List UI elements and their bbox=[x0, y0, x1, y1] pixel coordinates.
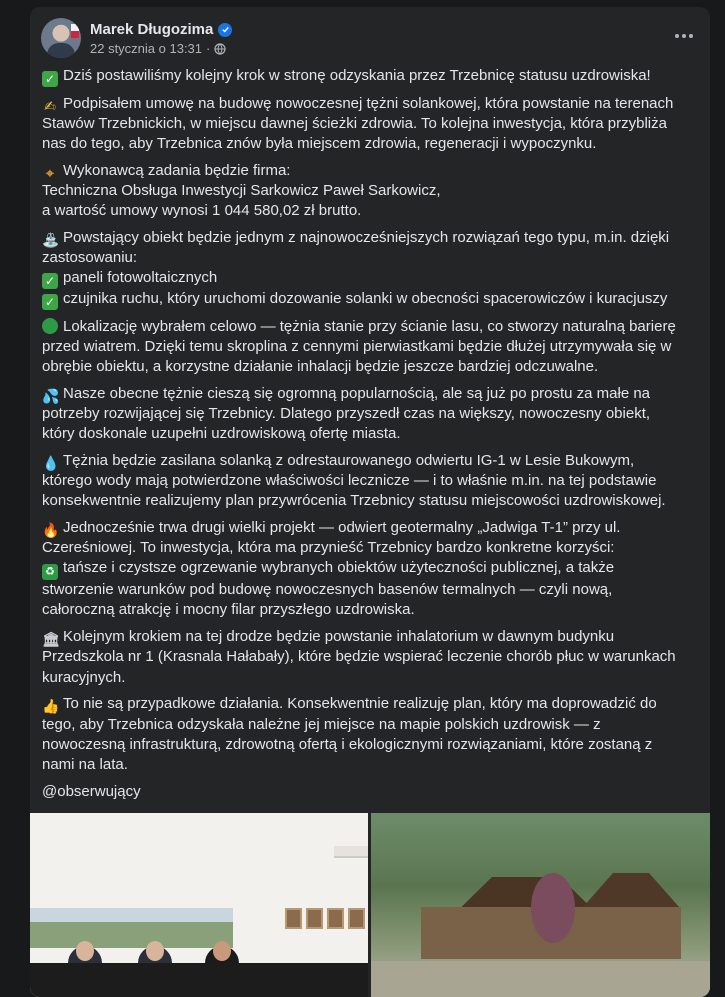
text-line-content: Powstający obiekt będzie jednym z najnowocześniejszych rozwiązań tego typu, m.in. dzięki bbox=[63, 228, 670, 246]
text-line bbox=[42, 538, 702, 558]
check-mark-icon: ✓ bbox=[42, 71, 58, 87]
wall-panorama bbox=[30, 908, 233, 948]
thumbs-up-icon: 👍 bbox=[42, 698, 60, 715]
text-line bbox=[42, 627, 702, 647]
verified-badge-icon bbox=[218, 23, 232, 37]
author-name[interactable] bbox=[90, 21, 232, 38]
text-line-content: Czereśniowej. To inwestycja, która ma przynieść Trzebnicy bardzo konkretne korzyści: bbox=[42, 539, 615, 557]
post-paragraph bbox=[42, 94, 702, 154]
text-line bbox=[42, 668, 702, 688]
signing-table bbox=[30, 963, 368, 997]
droplet-icon: 💧 bbox=[42, 455, 60, 472]
avatar[interactable] bbox=[41, 18, 81, 58]
text-line-content: potrzeby rozwijającej się Trzebnicy. Dlatego przyszedł czas na większy, nowoczesny obiekt, bbox=[42, 405, 651, 423]
text-line-content: a wartość umowy wynosi 1 044 580,02 zł brutto. bbox=[42, 202, 362, 220]
check-mark-icon: ✓ bbox=[42, 273, 58, 289]
text-line bbox=[42, 580, 702, 600]
tower-roof bbox=[571, 873, 691, 907]
text-line-content: Stawów Trzebnickich, w miejscu dawnej ścieżki zdrowia. To kolejna inwestycja, która przybliża bbox=[42, 114, 667, 132]
text-line-content: Lokalizację wybrałem celowo — tężnia stanie przy ścianie lasu, co stworzy naturalną barierę bbox=[63, 317, 676, 335]
text-line bbox=[42, 94, 702, 114]
text-line-content: To nie są przypadkowe działania. Konsekwentnie realizuję plan, który ma doprowadzić do bbox=[63, 695, 657, 713]
text-line-content: tego, aby Trzebnica odzyskała należne jej miejsce na mapie polskich uzdrowisk — z bbox=[42, 715, 601, 733]
text-line bbox=[42, 181, 702, 201]
avatar-figure bbox=[47, 43, 75, 58]
post-paragraph bbox=[42, 627, 702, 687]
text-line-content: Techniczna Obsługa Inwestycji Sarkowicz Paweł Sarkowicz, bbox=[42, 181, 441, 199]
text-line bbox=[42, 755, 702, 775]
text-line-content: paneli fotowoltaicznych bbox=[63, 269, 218, 287]
post-text bbox=[42, 66, 702, 808]
text-line-content: którego wody mają potwierdzone właściwości lecznicze — i to właśnie m.in. na tej podstawie bbox=[42, 472, 657, 490]
text-line bbox=[42, 491, 702, 511]
air-conditioner bbox=[334, 846, 368, 858]
text-line-content: nas do tego, aby Trzebnica znów była miejscem zdrowia, regeneracji i wypoczynku. bbox=[42, 134, 597, 152]
globe-icon[interactable] bbox=[214, 43, 226, 55]
text-line-content: Kolejnym krokiem na tej drodze będzie powstanie inhalatorium w dawnym budynku bbox=[63, 628, 615, 646]
more-dot-icon bbox=[682, 34, 686, 38]
more-options-button[interactable] bbox=[670, 24, 698, 48]
text-line-content: obrębie obiektu, a korzystne działanie inhalacji będzie jeszcze bardziej odczuwalne. bbox=[42, 358, 599, 376]
text-line bbox=[42, 451, 702, 471]
mention-followers[interactable]: @obserwujący bbox=[42, 782, 141, 800]
fountain-icon: ⛲ bbox=[42, 231, 60, 248]
text-line bbox=[42, 289, 702, 310]
post-timestamp[interactable]: 22 stycznia o 13:31 bbox=[90, 41, 203, 56]
text-line-content: Jednocześnie trwa drugi wielki projekt — odwiert geotermalny „Jadwiga T-1” przy ul. bbox=[63, 519, 621, 537]
sweat-droplets-icon: 💦 bbox=[42, 388, 60, 405]
text-line-content: całoroczną atrakcję i mocny filar przyszłego uzdrowiska. bbox=[42, 601, 415, 619]
text-line bbox=[42, 600, 702, 620]
photo-contract-signing[interactable] bbox=[30, 813, 368, 997]
text-line-content: czujnika ruchu, który uruchomi dozowanie solanki w obecności spacerowiczów i kuracjuszy bbox=[63, 290, 668, 308]
text-line bbox=[42, 114, 702, 134]
post-paragraph bbox=[42, 384, 702, 444]
post-paragraph bbox=[42, 317, 702, 377]
text-line bbox=[42, 735, 702, 755]
author-name-text[interactable]: Marek Długozima bbox=[90, 21, 214, 38]
text-line bbox=[42, 471, 702, 491]
fire-icon: 🔥 bbox=[42, 522, 60, 539]
text-line bbox=[42, 134, 702, 154]
text-line-content: tańsze i czystsze ogrzewanie wybranych obiektów użyteczności publicznej, a także bbox=[63, 559, 615, 577]
text-line bbox=[42, 248, 702, 268]
text-line bbox=[42, 647, 702, 667]
text-line-content: konsekwentnie realizujemy plan przywrócenia Trzebnicy statusu miejscowości uzdrowiskowej. bbox=[42, 492, 666, 510]
avatar-flag bbox=[71, 24, 79, 38]
post-header bbox=[41, 18, 698, 60]
text-line-content: kuracyjnych. bbox=[42, 668, 126, 686]
text-line bbox=[42, 337, 702, 357]
text-line-content: Przedszkola nr 1 (Krasnala Hałabały), które będzie wspierać leczenie chorób płuc w warunkach bbox=[42, 648, 676, 666]
text-line-content: nowoczesną infrastrukturą, zdrowotną ofertą i ekologicznymi rozwiązaniami, które zostaną z bbox=[42, 735, 653, 753]
text-line bbox=[42, 424, 702, 444]
post-card bbox=[30, 7, 710, 997]
blossom-tree bbox=[531, 873, 575, 943]
tree-icon bbox=[42, 318, 58, 334]
writing-hand-icon: ✍ bbox=[44, 97, 56, 114]
post-meta bbox=[90, 41, 226, 56]
text-line-content: nami na lata. bbox=[42, 755, 128, 773]
text-line bbox=[42, 228, 702, 248]
text-line bbox=[42, 201, 702, 221]
text-line-content: przed wiatrem. Dzięki temu skroplina z cennymi pierwiastkami będzie dłużej utrzymywała się w bbox=[42, 338, 672, 356]
text-line bbox=[42, 357, 702, 377]
post-paragraph bbox=[42, 161, 702, 221]
more-dot-icon bbox=[675, 34, 679, 38]
classical-building-icon: 🏛 bbox=[42, 631, 60, 648]
text-line bbox=[42, 317, 702, 337]
text-line-content: stworzenie warunków pod budowę nowoczesnych basenów termalnych — czyli nową, bbox=[42, 581, 613, 599]
meta-separator: · bbox=[206, 41, 211, 56]
text-line bbox=[42, 161, 702, 181]
text-line bbox=[42, 66, 702, 87]
more-dot-icon bbox=[689, 34, 693, 38]
photo-graduation-tower-visualization[interactable] bbox=[371, 813, 710, 997]
tower-roof bbox=[441, 877, 611, 907]
walking-path bbox=[371, 961, 710, 997]
post-photos bbox=[30, 813, 710, 997]
text-line-content: Dziś postawiliśmy kolejny krok w stronę odzyskania przez Trzebnicę statusu uzdrowiska! bbox=[63, 67, 651, 84]
post-paragraph bbox=[42, 518, 702, 620]
post-paragraph bbox=[42, 66, 702, 87]
text-line-content: Nasze obecne tężnie cieszą się ogromną popularnością, ale są już po prostu za małe na bbox=[63, 385, 651, 403]
post-paragraph bbox=[42, 228, 702, 310]
post-paragraph bbox=[42, 451, 702, 511]
text-line bbox=[42, 404, 702, 424]
recycle-icon: ♻ bbox=[42, 564, 58, 580]
person-head bbox=[213, 941, 231, 961]
person-head bbox=[76, 941, 94, 961]
text-line bbox=[42, 694, 702, 714]
text-line-content: Wykonawcą zadania będzie firma: bbox=[63, 161, 291, 179]
text-line-content: Podpisałem umowę na budowę nowoczesnej tężni solankowej, która powstanie na terenach bbox=[63, 94, 674, 112]
check-mark-icon: ✓ bbox=[42, 294, 58, 310]
text-line-content: zastosowaniu: bbox=[42, 249, 138, 267]
text-line bbox=[42, 268, 702, 289]
text-line bbox=[42, 518, 702, 538]
person-head bbox=[146, 941, 164, 961]
text-line bbox=[42, 384, 702, 404]
text-line-content: Tężnia będzie zasilana solanką z odrestaurowanego odwiertu IG-1 w Lesie Bukowym, bbox=[63, 452, 635, 470]
text-line-content: który doskonale uzupełni uzdrowiskową ofertę miasta. bbox=[42, 425, 401, 443]
wall-portraits bbox=[285, 908, 368, 929]
construction-crane-icon: ⌖ bbox=[46, 164, 54, 181]
text-line bbox=[42, 715, 702, 735]
post-paragraph bbox=[42, 694, 702, 774]
text-line bbox=[42, 558, 702, 580]
